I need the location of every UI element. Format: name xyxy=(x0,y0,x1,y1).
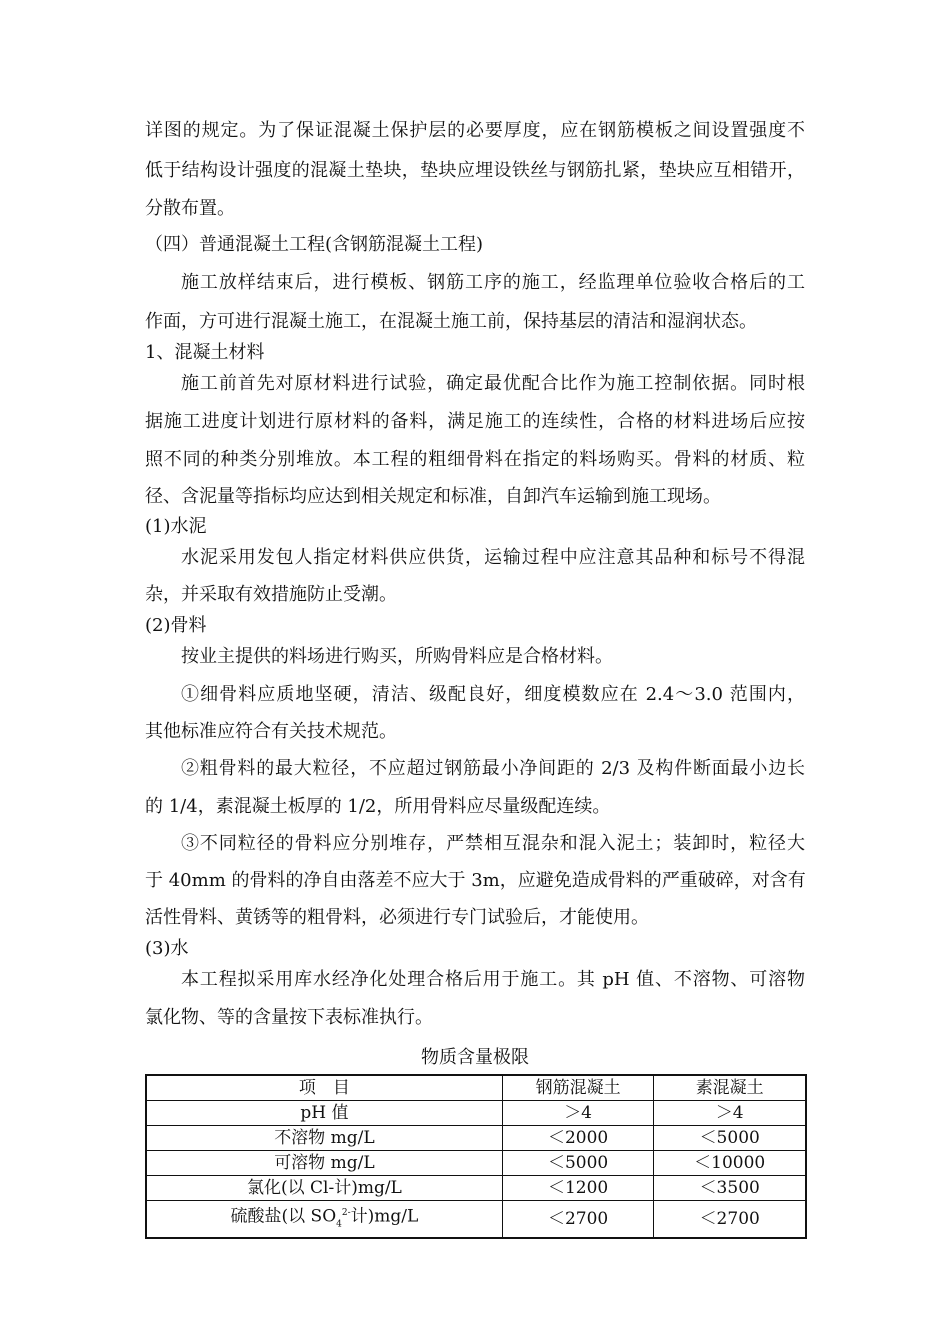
sulfate-label-tail: 计)mg/L xyxy=(350,1206,419,1227)
sulfate-superscript: 2- xyxy=(341,1208,351,1218)
paragraph-line: ①细骨料应质地坚硬，清洁、级配良好，细度模数应在 2.4～3.0 范围内， xyxy=(181,684,805,705)
table-cell: ＜5000 xyxy=(654,1126,806,1151)
subsection-heading: (1)水泥 xyxy=(145,516,207,537)
table-row xyxy=(146,1151,806,1176)
table-caption: 物质含量极限 xyxy=(421,1047,529,1068)
sulfate-subscript: 4 xyxy=(336,1219,342,1230)
table-cell: ＞4 xyxy=(502,1101,654,1126)
paragraph-line: ②粗骨料的最大粒径，不应超过钢筋最小净间距的 2/3 及构件断面最小边长 xyxy=(181,758,805,779)
header-cell-reinforced: 钢筋混凝土 xyxy=(502,1075,654,1101)
subsection-heading: (2)骨料 xyxy=(145,615,207,636)
table-row xyxy=(146,1101,806,1126)
table-row xyxy=(146,1126,806,1151)
header-cell-item: 项 目 xyxy=(146,1075,502,1101)
paragraph-line: 按业主提供的料场进行购买，所购骨料应是合格材料。 xyxy=(181,646,613,667)
table-cell: 氯化(以 Cl-计)mg/L xyxy=(146,1176,502,1201)
substance-limits-table xyxy=(145,1074,807,1239)
paragraph-line: 于 40mm 的骨料的净自由落差不应大于 3m，应避免造成骨料的严重破碎，对含有 xyxy=(145,870,806,891)
paragraph-line: 低于结构设计强度的混凝土垫块，垫块应埋设铁丝与钢筋扎紧，垫块应互相错开， xyxy=(145,160,805,181)
paragraph-line: 杂，并采取有效措施防止受潮。 xyxy=(145,584,397,605)
table-cell: ＜10000 xyxy=(654,1151,806,1176)
table-cell: 可溶物 mg/L xyxy=(146,1151,502,1176)
paragraph-line: 分散布置。 xyxy=(145,198,235,219)
table-row xyxy=(146,1201,806,1238)
table-cell: ＜3500 xyxy=(654,1176,806,1201)
sulfate-label: 硫酸盐(以 SO xyxy=(230,1206,337,1227)
paragraph-line: 施工前首先对原材料进行试验，确定最优配合比作为施工控制依据。同时根 xyxy=(181,373,805,394)
paragraph-line: 据施工进度计划进行原材料的备料，满足施工的连续性，合格的材料进场后应按 xyxy=(145,411,805,432)
table-cell: 不溶物 mg/L xyxy=(146,1126,502,1151)
paragraph-line: ③不同粒径的骨料应分别堆存，严禁相互混杂和混入泥土；装卸时，粒径大 xyxy=(181,833,805,854)
subsection-heading: 1、混凝土材料 xyxy=(145,342,265,363)
paragraph-line: 详图的规定。为了保证混凝土保护层的必要厚度，应在钢筋模板之间设置强度不 xyxy=(145,120,805,141)
paragraph-line: 径、含泥量等指标均应达到相关规定和标准，自卸汽车运输到施工现场。 xyxy=(145,486,721,507)
table-cell: pH 值 xyxy=(146,1101,502,1126)
table-cell: ＜2700 xyxy=(502,1201,654,1238)
subsection-heading: (3)水 xyxy=(145,938,189,959)
paragraph-line: 活性骨料、黄锈等的粗骨料，必须进行专门试验后，才能使用。 xyxy=(145,907,649,928)
paragraph-line: 的 1/4，素混凝土板厚的 1/2，所用骨料应尽量级配连续。 xyxy=(145,796,611,817)
table-cell-sulfate xyxy=(146,1201,502,1238)
table-cell: ＜5000 xyxy=(502,1151,654,1176)
table-cell: ＜1200 xyxy=(502,1176,654,1201)
header-cell-plain: 素混凝土 xyxy=(654,1075,806,1101)
table-cell: ＞4 xyxy=(654,1101,806,1126)
paragraph-line: 施工放样结束后，进行模板、钢筋工序的施工，经监理单位验收合格后的工 xyxy=(181,272,805,293)
table-cell: ＜2700 xyxy=(654,1201,806,1238)
paragraph-line: 其他标准应符合有关技术规范。 xyxy=(145,721,397,742)
paragraph-line: 照不同的种类分别堆放。本工程的粗细骨料在指定的料场购买。骨料的材质、粒 xyxy=(145,449,805,470)
table-header-row xyxy=(146,1075,806,1101)
paragraph-line: 水泥采用发包人指定材料供应供货，运输过程中应注意其品种和标号不得混 xyxy=(181,547,805,568)
paragraph-line: 作面，方可进行混凝土施工，在混凝土施工前，保持基层的清洁和湿润状态。 xyxy=(145,311,757,332)
table-row xyxy=(146,1176,806,1201)
section-heading: （四）普通混凝土工程(含钢筋混凝土工程) xyxy=(145,234,484,255)
table-cell: ＜2000 xyxy=(502,1126,654,1151)
paragraph-line: 氯化物、等的含量按下表标准执行。 xyxy=(145,1007,433,1028)
paragraph-line: 本工程拟采用库水经净化处理合格后用于施工。其 pH 值、不溶物、可溶物 xyxy=(181,969,805,990)
